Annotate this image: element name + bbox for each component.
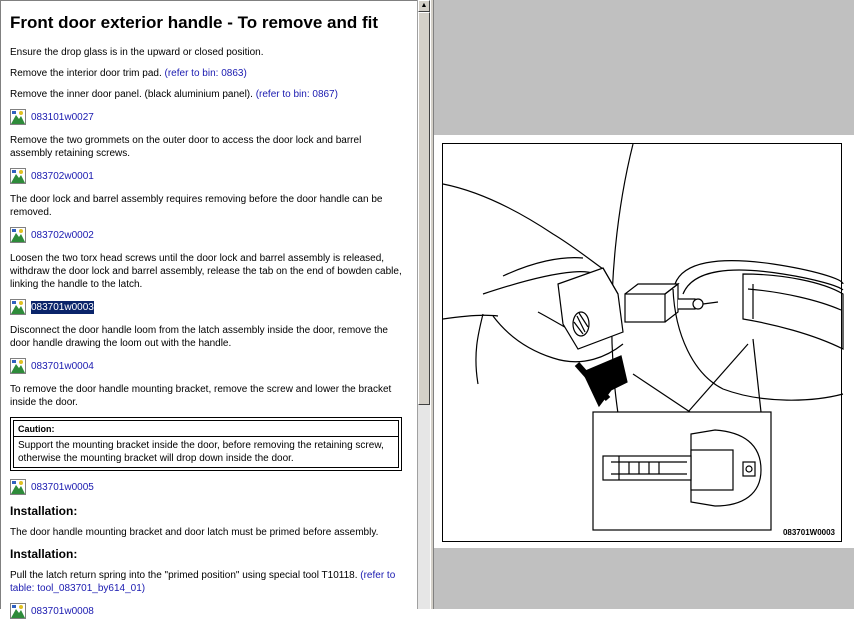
door-handle-diagram <box>442 143 842 542</box>
figure-link-selected[interactable]: 083701w0003 <box>31 301 94 313</box>
step-text: Remove the inner door panel. (black aluminium panel). (refer to bin: 0867) <box>10 89 338 100</box>
diagram-id-label: 083701W0003 <box>782 528 835 537</box>
figure-image-icon[interactable] <box>10 168 26 184</box>
scroll-thumb[interactable] <box>418 12 430 405</box>
figure-link-row[interactable] <box>10 358 406 374</box>
step-text: Pull the latch return spring into the "primed position" using special tool T10118. (refer to table: tool_083701_by614_01) <box>10 570 396 594</box>
figure-link[interactable]: 083702w0001 <box>31 170 94 182</box>
figure-link-row[interactable] <box>10 299 406 315</box>
door-handle-illustration <box>443 144 843 543</box>
scroll-up-arrow-icon[interactable]: ▲ <box>418 0 430 12</box>
instructions-pane[interactable] <box>0 0 417 617</box>
image-area <box>434 135 854 548</box>
page-title: Front door exterior handle - To remove and fit <box>10 13 379 32</box>
figure-link-row[interactable] <box>10 603 406 619</box>
table-reference-link[interactable]: (refer to table: tool_083701_by614_01) <box>10 570 396 594</box>
step-text: Remove the interior door trim pad. (refer to bin: 0863) <box>10 68 247 79</box>
figure-image-icon[interactable] <box>10 109 26 125</box>
image-pane <box>434 0 854 609</box>
vertical-scrollbar[interactable] <box>417 0 430 609</box>
bin-reference-link[interactable]: (refer to bin: 0863) <box>164 68 247 79</box>
figure-image-icon[interactable] <box>10 227 26 243</box>
step-text: Remove the two grommets on the outer door to access the door lock and barrel assembly retaining screws. <box>10 135 362 159</box>
installation-heading: Installation: <box>10 547 78 561</box>
step-text: To remove the door handle mounting bracket, remove the screw and lower the bracket inside the door. <box>10 384 392 408</box>
caution-header: Caution: <box>13 420 399 437</box>
caution-box <box>10 417 402 471</box>
figure-link-row[interactable] <box>10 168 406 184</box>
caution-body: Support the mounting bracket inside the door, before removing the retaining screw, otherwise the mounting bracket will drop down inside the door. <box>13 437 399 468</box>
step-text: The door lock and barrel assembly requires removing before the door handle can be removed. <box>10 194 383 218</box>
figure-image-icon[interactable] <box>10 479 26 495</box>
step-text: Loosen the two torx head screws until the door lock and barrel assembly is released, withdraw the door lock and barrel assembly, release the tab on the end of bowden cable, linking the handle to the latch. <box>10 253 402 290</box>
installation-heading: Installation: <box>10 504 78 518</box>
figure-link[interactable]: 083701w0008 <box>31 605 94 617</box>
figure-link[interactable]: 083701w0004 <box>31 360 94 372</box>
figure-image-icon[interactable] <box>10 358 26 374</box>
bin-reference-link[interactable]: (refer to bin: 0867) <box>255 89 338 100</box>
instructions-content <box>10 13 406 628</box>
step-text: The door handle mounting bracket and door latch must be primed before assembly. <box>10 527 379 538</box>
figure-link-row[interactable] <box>10 227 406 243</box>
figure-image-icon[interactable] <box>10 299 26 315</box>
figure-link[interactable]: 083701w0005 <box>31 481 94 493</box>
figure-image-icon[interactable] <box>10 603 26 619</box>
figure-link-row[interactable] <box>10 109 406 125</box>
figure-link[interactable]: 083101w0027 <box>31 111 94 123</box>
step-text: Disconnect the door handle loom from the latch assembly inside the door, remove the door handle drawing the loom out with the handle. <box>10 325 388 349</box>
step-text: Ensure the drop glass is in the upward or closed position. <box>10 47 264 58</box>
figure-link-row[interactable] <box>10 479 406 495</box>
figure-link[interactable]: 083702w0002 <box>31 229 94 241</box>
